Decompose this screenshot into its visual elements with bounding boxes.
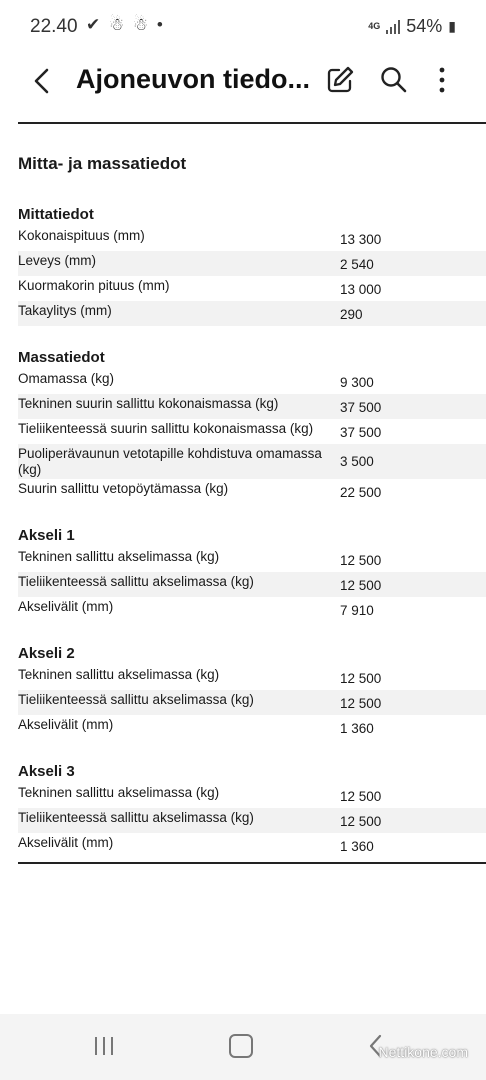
status-time: 22.40	[30, 16, 78, 37]
row-label: Takaylitys (mm)	[18, 303, 112, 318]
row-label: Akselivälit (mm)	[18, 599, 114, 614]
top-divider	[18, 122, 486, 124]
battery-level: 54%	[406, 16, 443, 36]
row-value: 37 500	[340, 425, 382, 440]
table-row	[18, 301, 486, 326]
section-akseli-1	[18, 525, 486, 622]
notification-icons: ✔ ☃ ☃ •	[86, 15, 165, 34]
row-value: 7 910	[340, 603, 374, 618]
edit-icon[interactable]	[324, 64, 356, 96]
table-row	[18, 597, 486, 622]
more-options-icon[interactable]	[426, 64, 458, 96]
table-row	[18, 226, 486, 251]
search-icon[interactable]	[378, 64, 410, 96]
table-row	[18, 572, 486, 597]
row-label: Suurin sallittu vetopöytämassa (kg)	[18, 481, 229, 496]
row-value: 12 500	[340, 553, 382, 568]
status-right	[368, 16, 456, 37]
back-arrow-icon[interactable]	[28, 66, 58, 96]
row-value: 12 500	[340, 789, 382, 804]
section-title: Akseli 1	[18, 527, 75, 544]
row-label: Akselivälit (mm)	[18, 835, 114, 850]
home-icon[interactable]	[229, 1034, 253, 1058]
section-massatiedot	[18, 347, 486, 504]
row-label: Omamassa (kg)	[18, 371, 115, 386]
row-value: 13 300	[340, 232, 382, 247]
row-label: Tekninen suurin sallittu kokonaismassa (kg)	[18, 396, 279, 411]
row-label: Tekninen sallittu akselimassa (kg)	[18, 549, 220, 564]
section-title: Massatiedot	[18, 349, 105, 366]
table-row	[18, 833, 486, 858]
network-type-icon: 4G	[368, 21, 381, 31]
bottom-divider	[18, 862, 486, 864]
row-value: 13 000	[340, 282, 382, 297]
system-nav-bar	[0, 1014, 486, 1080]
row-label: Kokonaispituus (mm)	[18, 228, 145, 243]
section-heading: Mitta- ja massatiedot	[18, 154, 187, 173]
watermark: Nettikone.com	[378, 1044, 468, 1060]
table-row	[18, 715, 486, 740]
section-title: Mittatiedot	[18, 206, 94, 223]
row-value: 12 500	[340, 814, 382, 829]
row-value: 2 540	[340, 257, 374, 272]
row-label: Tekninen sallittu akselimassa (kg)	[18, 667, 220, 682]
status-bar	[0, 0, 486, 54]
page-title: Ajoneuvon tiedo...	[76, 64, 310, 94]
battery-icon: ▮	[448, 18, 456, 34]
table-row	[18, 419, 486, 444]
table-row	[18, 479, 486, 504]
document-content	[18, 122, 486, 854]
row-value: 9 300	[340, 375, 374, 390]
table-row	[18, 276, 486, 301]
row-value: 37 500	[340, 400, 382, 415]
row-label: Tieliikenteessä sallittu akselimassa (kg)	[18, 810, 254, 825]
row-value: 12 500	[340, 578, 382, 593]
section-mittatiedot	[18, 204, 486, 326]
signal-icon	[386, 20, 400, 34]
row-label: Leveys (mm)	[18, 253, 97, 268]
table-row	[18, 251, 486, 276]
table-row	[18, 547, 486, 572]
row-label: Akselivälit (mm)	[18, 717, 114, 732]
section-title: Akseli 2	[18, 645, 75, 662]
table-row	[18, 394, 486, 419]
table-row	[18, 665, 486, 690]
recent-apps-icon[interactable]	[93, 1036, 115, 1056]
section-akseli-3	[18, 761, 486, 858]
row-label: Tieliikenteessä sallittu akselimassa (kg)	[18, 574, 254, 589]
row-label: Kuormakorin pituus (mm)	[18, 278, 170, 293]
row-value: 290	[340, 307, 363, 322]
row-label: Tekninen sallittu akselimassa (kg)	[18, 785, 220, 800]
table-row	[18, 808, 486, 833]
row-value: 1 360	[340, 839, 374, 854]
row-label: Tieliikenteessä suurin sallittu kokonaismassa (kg)	[18, 421, 314, 436]
row-value: 12 500	[340, 696, 382, 711]
table-row	[18, 369, 486, 394]
row-value: 12 500	[340, 671, 382, 686]
table-row	[18, 444, 486, 479]
row-value: 1 360	[340, 721, 374, 736]
section-title: Akseli 3	[18, 763, 75, 780]
app-bar	[0, 54, 486, 116]
row-value: 22 500	[340, 485, 382, 500]
row-value: 3 500	[340, 454, 374, 469]
row-label: Tieliikenteessä sallittu akselimassa (kg)	[18, 692, 254, 707]
row-label: Puoliperävaunun vetotapille kohdistuva omamassa (kg)	[18, 446, 322, 477]
table-row	[18, 690, 486, 715]
table-row	[18, 783, 486, 808]
section-akseli-2	[18, 643, 486, 740]
